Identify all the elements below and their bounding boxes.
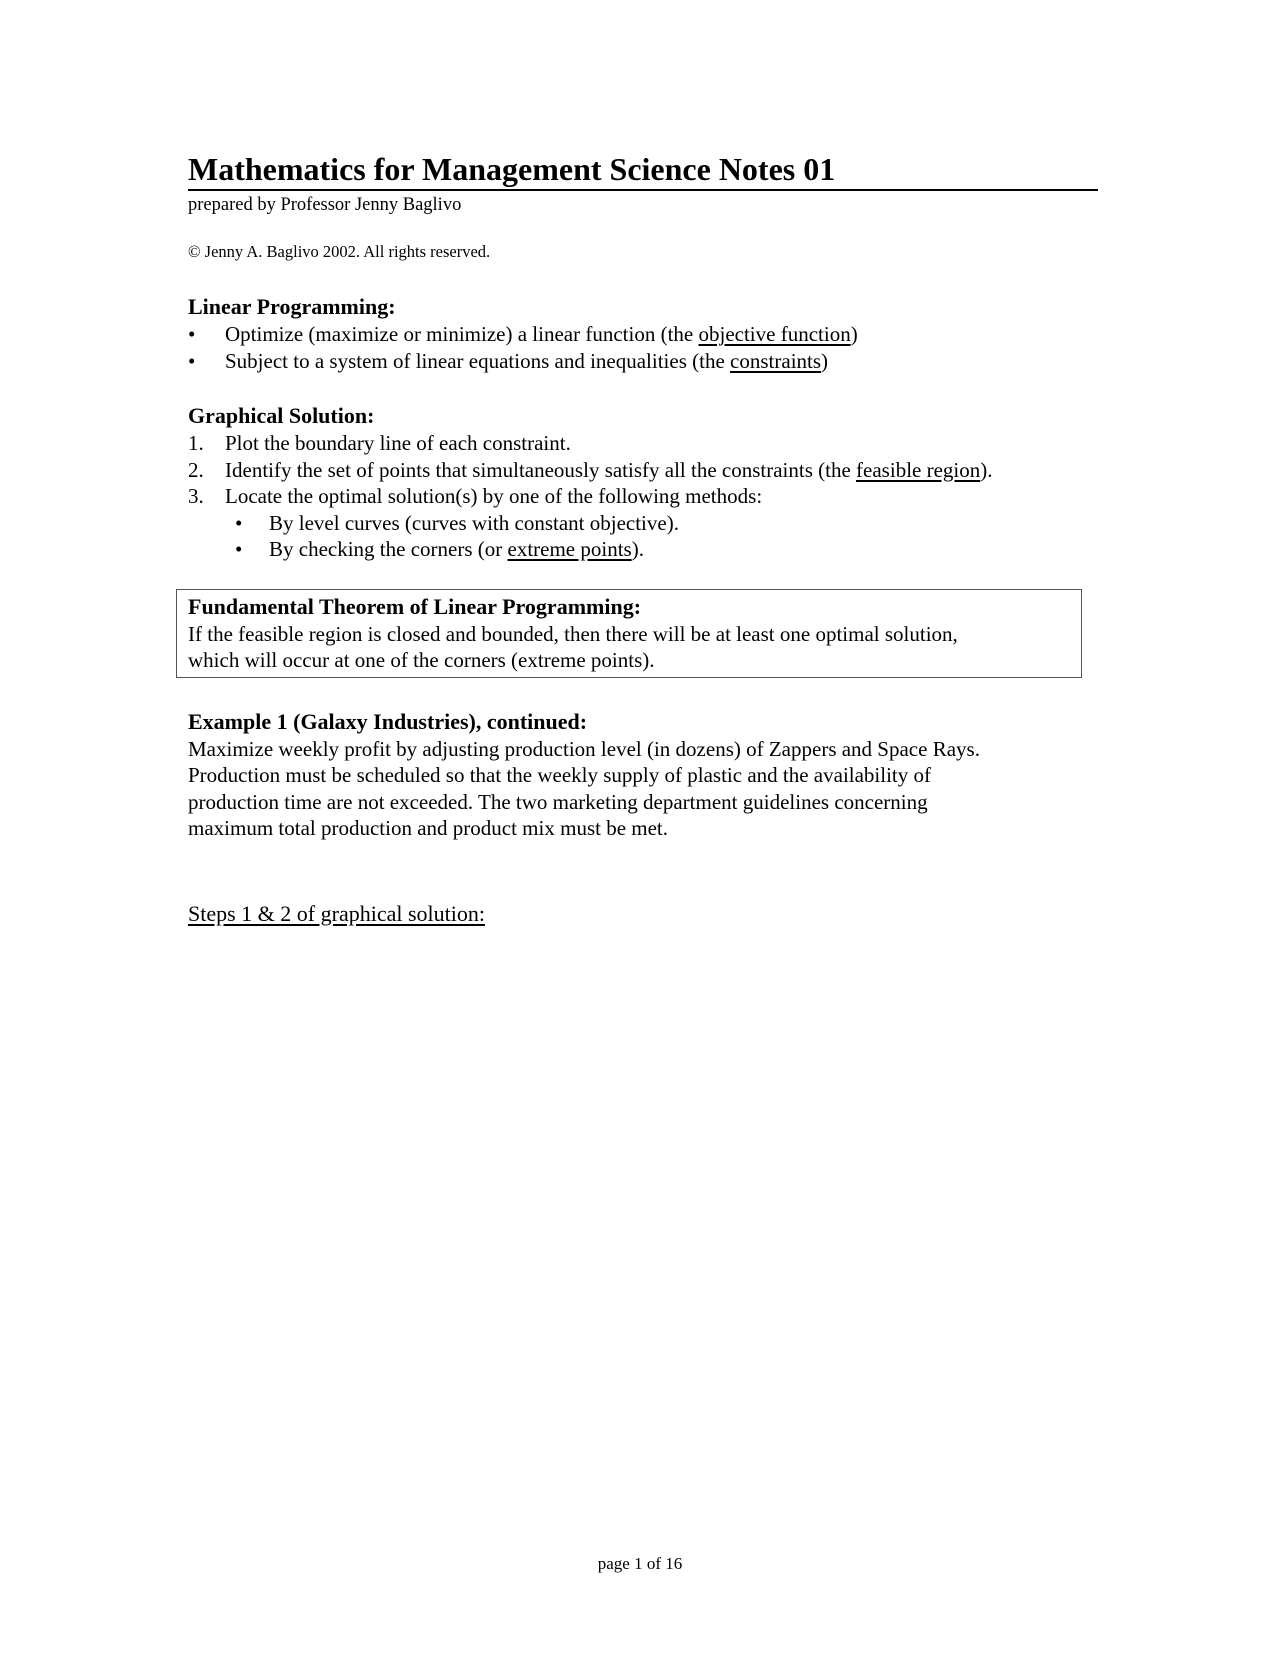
- example-text-line: Maximize weekly profit by adjusting production level (in dozens) of Zappers and Space Rays.: [188, 736, 980, 761]
- method-sublist: [188, 510, 1098, 563]
- bullet-marker: •: [188, 348, 196, 373]
- theorem-text-line: If the feasible region is closed and bounded, then there will be at least one optimal solution,: [188, 621, 958, 646]
- example-text-line: production time are not exceeded. The two marketing department guidelines concerning: [188, 789, 928, 814]
- list-item-text: By checking the corners (or: [269, 537, 508, 561]
- list-item: [188, 430, 1098, 457]
- linear-programming-section: [188, 293, 1098, 374]
- theorem-heading: Fundamental Theorem of Linear Programming:: [188, 593, 642, 619]
- list-item-text: ).: [980, 457, 993, 482]
- example-text-line: Production must be scheduled so that the weekly supply of plastic and the availability of: [188, 763, 932, 787]
- step-number: 3.: [188, 484, 204, 508]
- list-item-text: Locate the optimal solution(s) by one of the following methods:: [225, 484, 763, 508]
- list-item: [188, 510, 1098, 537]
- defined-term: objective function: [698, 322, 851, 346]
- list-item: [188, 321, 1098, 348]
- bullet-marker: •: [235, 537, 243, 561]
- list-item-text: ).: [631, 537, 644, 561]
- copyright-notice: © Jenny A. Baglivo 2002. All rights reserved.: [188, 242, 491, 261]
- step-number: 2.: [188, 457, 204, 482]
- list-item-text: Optimize (maximize or minimize) a linear function (the: [225, 322, 699, 346]
- page-content: [188, 150, 1098, 950]
- bullet-marker: •: [188, 322, 196, 346]
- list-item-text: Plot the boundary line of each constraint.: [225, 431, 571, 455]
- example-heading: Example 1 (Galaxy Industries), continued:: [188, 708, 588, 734]
- list-item: [188, 536, 1098, 563]
- list-item-text: Identify the set of points that simultaneously satisfy all the constraints (the: [225, 457, 857, 482]
- author-byline: prepared by Professor Jenny Baglivo: [188, 195, 462, 215]
- defined-term: feasible region: [856, 457, 981, 482]
- step-number: 1.: [188, 431, 204, 455]
- theorem-text-line: which will occur at one of the corners (extreme points).: [188, 648, 655, 672]
- list-item: [188, 348, 1098, 375]
- list-item-text: ): [850, 322, 858, 346]
- graphical-solution-section: [188, 402, 1098, 563]
- list-item-text: Subject to a system of linear equations and inequalities (the: [225, 348, 731, 373]
- steps-label: [188, 900, 1098, 928]
- list-item-text: ): [821, 348, 829, 373]
- list-item: [188, 457, 1098, 484]
- linear-programming-list: [188, 321, 1098, 374]
- defined-term: extreme points: [507, 537, 632, 561]
- theorem-box: [176, 589, 1082, 678]
- example-text-line: maximum total production and product mix must be met.: [188, 816, 669, 840]
- section-heading-graphical-solution: Graphical Solution:: [188, 403, 375, 428]
- bullet-marker: •: [235, 510, 243, 535]
- document-title: Mathematics for Management Science Notes 01: [188, 150, 1098, 191]
- section-heading-linear-programming: Linear Programming:: [188, 294, 396, 319]
- graphical-solution-steps: [188, 430, 1098, 510]
- steps-label-text: Steps 1 & 2 of graphical solution:: [188, 900, 485, 926]
- list-item-text: By level curves (curves with constant objective).: [269, 510, 679, 535]
- page-footer: page 1 of 16: [597, 1554, 683, 1573]
- example-section: [188, 708, 1098, 842]
- defined-term: constraints: [730, 348, 822, 373]
- list-item: [188, 483, 1098, 510]
